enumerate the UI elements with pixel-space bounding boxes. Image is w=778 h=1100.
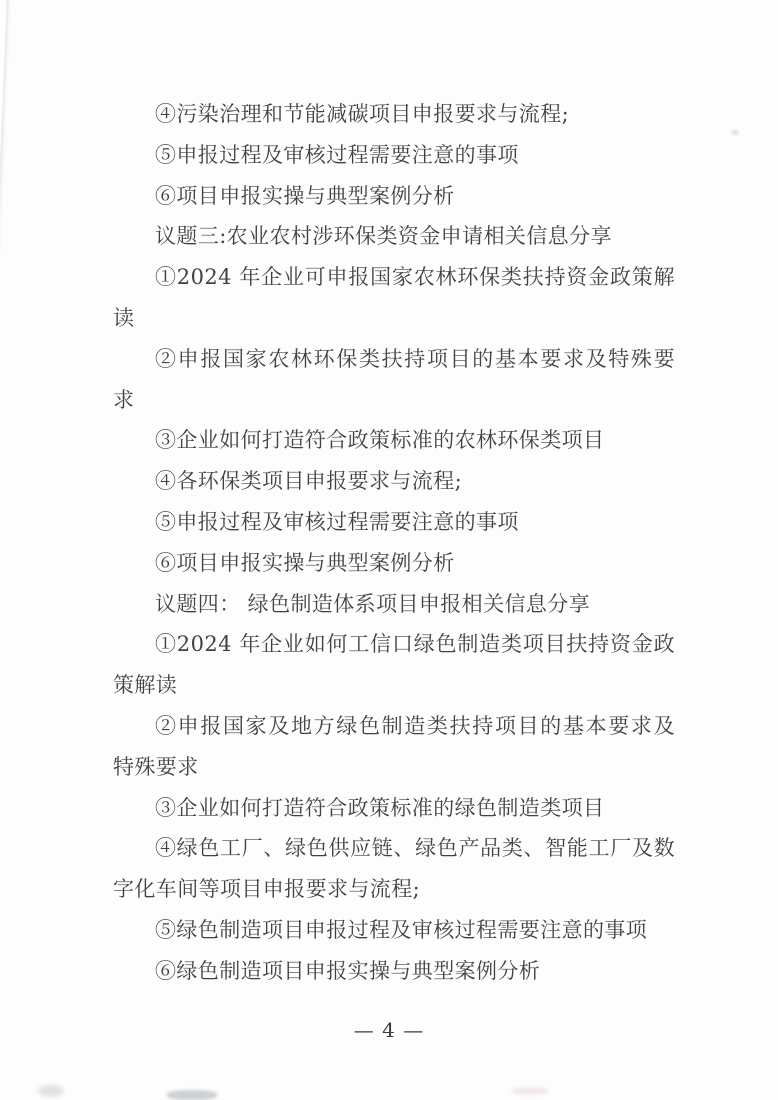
text-line: 读: [113, 305, 135, 330]
text-line: ⑥绿色制造项目申报实操与典型案例分析: [155, 958, 541, 983]
scan-smudge-artifact: [167, 1090, 217, 1100]
text-line: ⑤绿色制造项目申报过程及审核过程需要注意的事项: [155, 917, 648, 942]
scan-smudge-artifact: [38, 1085, 64, 1097]
text-line: ②申报国家及地方绿色制造类扶持项目的基本要求及: [155, 713, 675, 738]
scan-smudge-artifact: [512, 1087, 548, 1095]
text-line: ①2024 年企业可申报国家农林环保类扶持资金政策解: [155, 265, 675, 290]
document-body: [113, 94, 675, 992]
text-line: ⑥项目申报实操与典型案例分析: [155, 550, 455, 575]
text-line: 求: [113, 387, 135, 412]
text-line: ⑥项目申报实操与典型案例分析: [155, 183, 455, 208]
text-line: ⑤申报过程及审核过程需要注意的事项: [155, 142, 519, 167]
scan-speck-artifact: [731, 130, 739, 135]
text-line: ①2024 年企业如何工信口绿色制造类项目扶持资金政: [155, 632, 675, 657]
text-line: ⑤申报过程及审核过程需要注意的事项: [155, 509, 519, 534]
page-number: — 4 —: [353, 1018, 425, 1042]
text-line: 议题四： 绿色制造体系项目申报相关信息分享: [155, 591, 591, 616]
text-line: 议题三:农业农村涉环保类资金申请相关信息分享: [155, 224, 612, 249]
text-line: ③企业如何打造符合政策标准的绿色制造类项目: [155, 795, 605, 820]
text-line: ④绿色工厂、绿色供应链、绿色产品类、智能工厂及数: [155, 836, 675, 861]
text-line: ③企业如何打造符合政策标准的农林环保类项目: [155, 428, 605, 453]
text-line: ④各环保类项目申报要求与流程;: [155, 469, 463, 494]
text-line: ④污染治理和节能减碳项目申报要求与流程;: [155, 102, 570, 126]
text-line: 字化车间等项目申报要求与流程;: [113, 877, 421, 902]
text-line: 特殊要求: [113, 754, 199, 779]
text-line: 策解读: [113, 673, 178, 698]
text-line: ②申报国家农林环保类扶持项目的基本要求及特殊要: [155, 346, 675, 371]
scan-edge-artifact: [0, 0, 8, 271]
